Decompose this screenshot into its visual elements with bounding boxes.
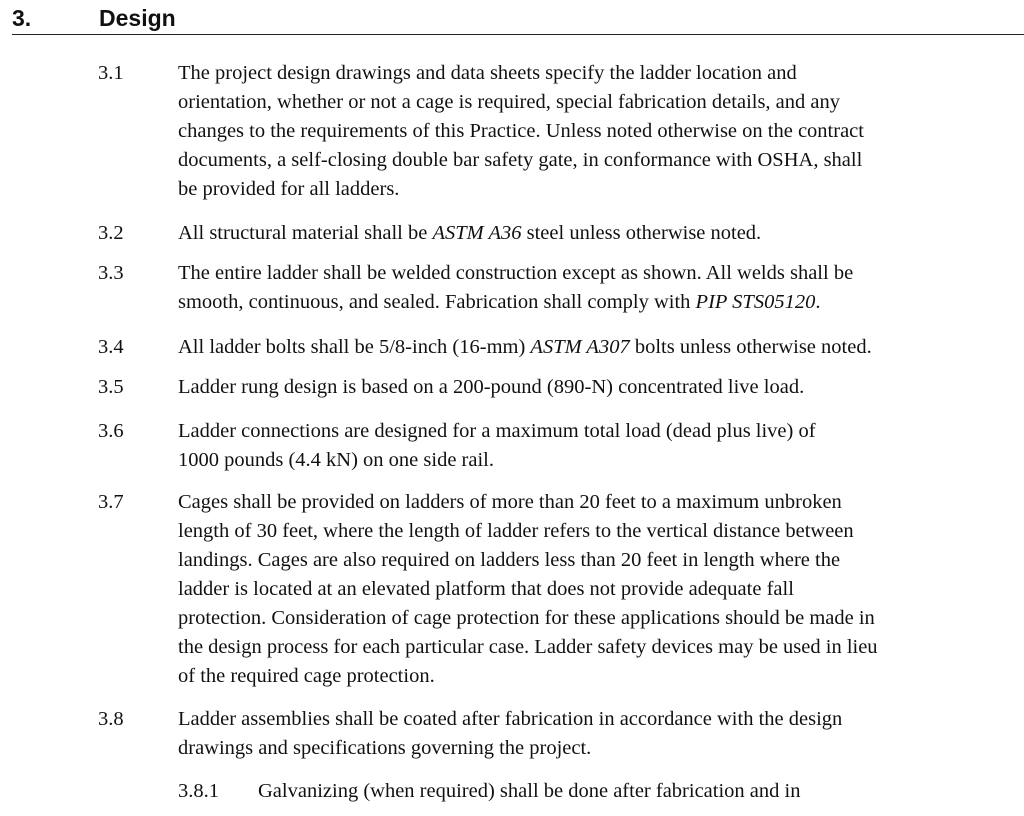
clause-number: 3.3 — [98, 262, 124, 284]
clause-text: All structural material shall be ASTM A36 steel unless otherwise noted. — [178, 222, 762, 244]
clause-text: Ladder connections are designed for a maximum total load (dead plus live) of 1000 pounds (4.4 kN) on one side rail. — [178, 420, 816, 471]
clause-number: 3.1 — [98, 62, 124, 84]
clause-number: 3.4 — [98, 336, 124, 358]
standard-reference: PIP STS05120 — [695, 291, 816, 313]
clause-number: 3.7 — [98, 491, 124, 513]
clause-number: 3.2 — [98, 222, 124, 244]
clause-text: The entire ladder shall be welded construction except as shown. All welds shall be smooth, continuous, and sealed. Fabrication shall comply with PIP STS05120. — [178, 262, 854, 313]
clause-number: 3.6 — [98, 420, 124, 442]
clause-number: 3.8.1 — [178, 780, 219, 802]
standard-reference: ASTM A36 — [432, 222, 522, 244]
clause-text: Ladder rung design is based on a 200-pound (890-N) concentrated live load. — [178, 376, 805, 398]
clause-text: All ladder bolts shall be 5/8-inch (16-mm) ASTM A307 bolts unless otherwise noted. — [178, 336, 872, 358]
clause-number: 3.5 — [98, 376, 124, 398]
clause-text: The project design drawings and data sheets specify the ladder location and orientation, whether or not a cage is required, special fabrication details, and any changes to the requirements of this Practice. Unless noted otherwise on the contract documents, a self-closing double bar safety gate, in conformance with OSHA, shall be provided for all ladders. — [178, 62, 864, 200]
clause-text: Galvanizing (when required) shall be done after fabrication and in — [258, 780, 801, 802]
standard-reference: ASTM A307 — [530, 336, 630, 358]
section-title: Design — [99, 5, 176, 31]
section-number: 3. — [12, 5, 32, 31]
clause-text: Cages shall be provided on ladders of more than 20 feet to a maximum unbroken length of 30 feet, where the length of ladder refers to the vertical distance between landings. Cages are also required on ladders less than 20 feet in length where the ladder is located at an elevated platform that does not provide adequate fall protection. Consideration of cage protection for these applications should be made in the design process for each particular case. Ladder safety devices may be used in lieu of the required cage protection. — [178, 491, 878, 687]
clause-text: Ladder assemblies shall be coated after fabrication in accordance with the design drawings and specifications governing the project. — [178, 708, 843, 759]
section-heading — [12, 3, 1024, 35]
clause-number: 3.8 — [98, 708, 124, 730]
